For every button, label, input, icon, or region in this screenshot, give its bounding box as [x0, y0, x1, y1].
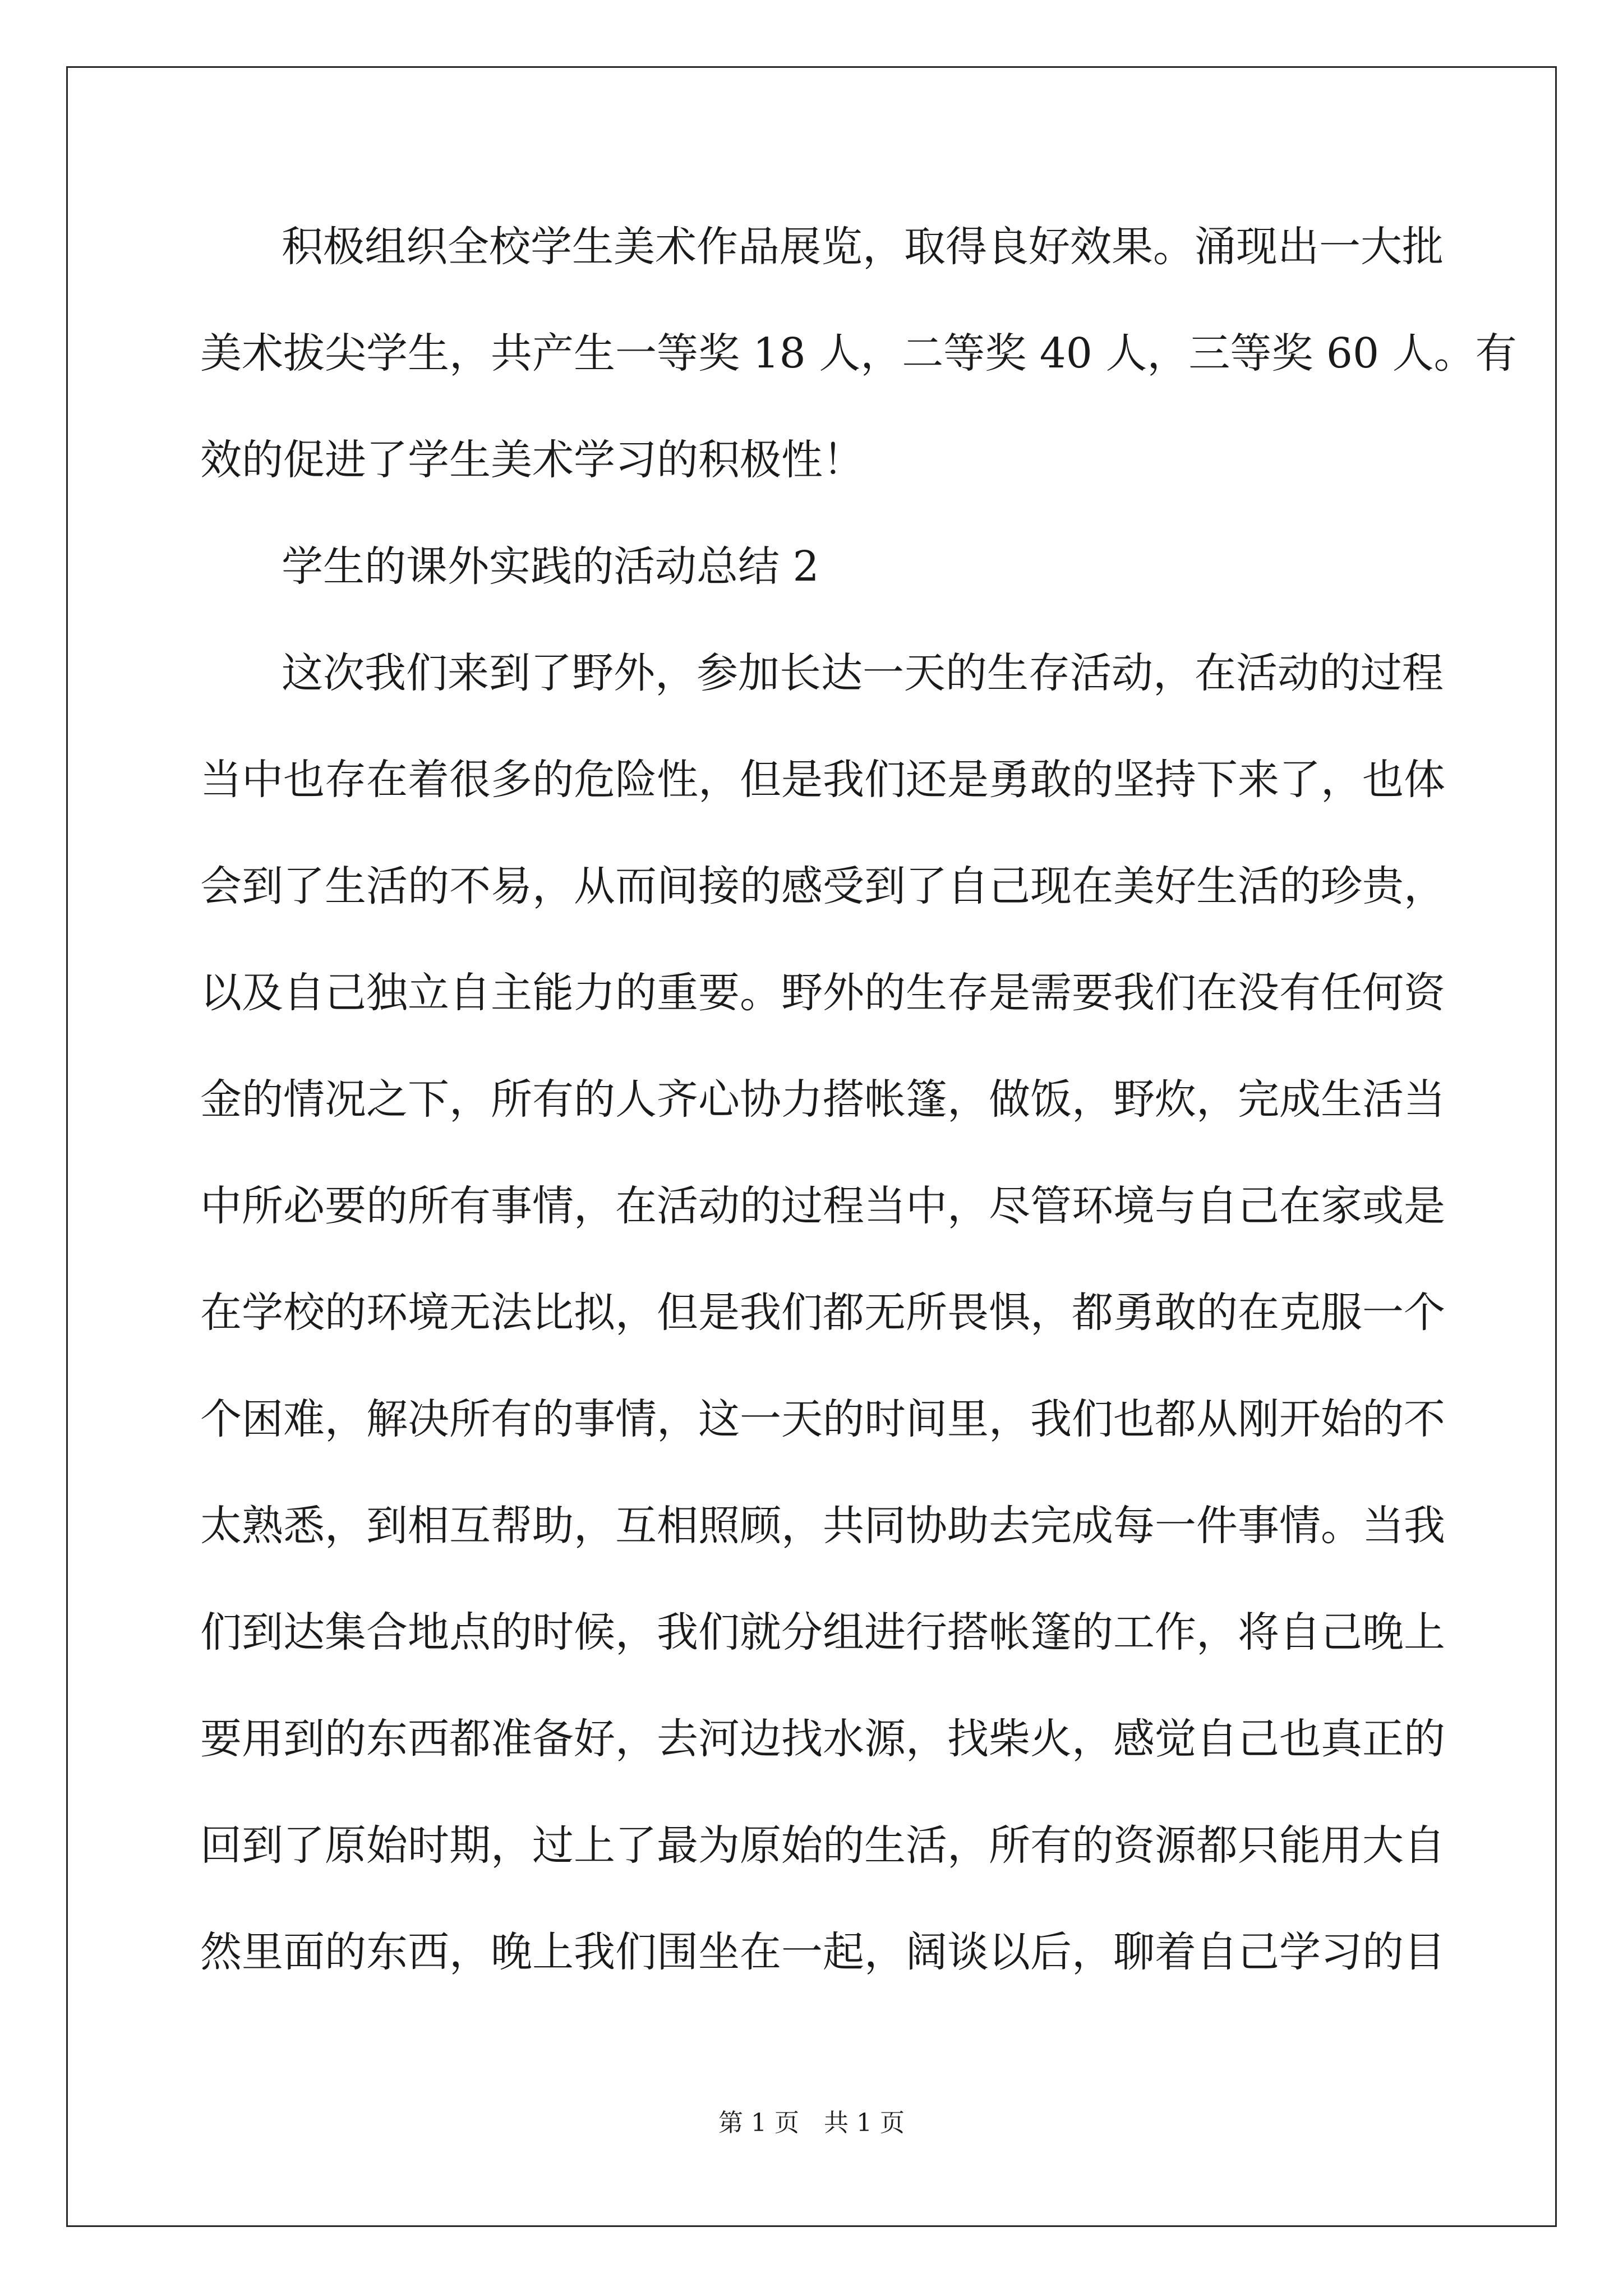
page-border [66, 66, 1557, 2227]
paragraph-2-line-1: 这次我们来到了野外，参加长达一天的生存活动，在活动的过程 [282, 649, 1444, 697]
paragraph-2-line-9: 太熟悉，到相互帮助，互相照顾，共同协助去完成每一件事情。当我 [200, 1502, 1445, 1550]
paragraph-1-line-3: 效的促进了学生美术学习的积极性！ [200, 436, 864, 484]
paragraph-2-line-12: 回到了原始时期，过上了最为原始的生活，所有的资源都只能用大自 [200, 1821, 1445, 1870]
paragraph-2-line-10: 们到达集合地点的时候，我们就分组进行搭帐篷的工作，将自己晚上 [200, 1608, 1445, 1657]
paragraph-2-line-7: 在学校的环境无法比拟，但是我们都无所畏惧，都勇敢的在克服一个 [200, 1289, 1445, 1337]
paragraph-2-line-3: 会到了生活的不易，从而间接的感受到了自己现在美好生活的珍贵， [200, 862, 1445, 910]
paragraph-2-line-6: 中所必要的所有事情，在活动的过程当中，尽管环境与自己在家或是 [200, 1182, 1445, 1230]
paragraph-2-line-11: 要用到的东西都准备好，去河边找水源，找柴火，感觉自己也真正的 [200, 1715, 1445, 1763]
paragraph-2-line-5: 金的情况之下，所有的人齐心协力搭帐篷，做饭，野炊，完成生活当 [200, 1075, 1445, 1124]
paragraph-1-line-1: 积极组织全校学生美术作品展览，取得良好效果。涌现出一大批 [282, 223, 1444, 271]
paragraph-2-line-2: 当中也存在着很多的危险性，但是我们还是勇敢的坚持下来了，也体 [200, 756, 1445, 804]
page-footer: 第 1 页 共 1 页 [718, 2109, 905, 2137]
paragraph-1-line-2: 美术拔尖学生，共产生一等奖 18 人，二等奖 40 人，三等奖 60 人。有 [200, 329, 1517, 378]
section-heading: 学生的课外实践的活动总结 2 [282, 542, 819, 591]
paragraph-2-line-13: 然里面的东西，晚上我们围坐在一起，阔谈以后，聊着自己学习的目 [200, 1928, 1445, 1976]
paragraph-2-line-8: 个困难，解决所有的事情，这一天的时间里，我们也都从刚开始的不 [200, 1395, 1445, 1443]
paragraph-2-line-4: 以及自己独立自主能力的重要。野外的生存是需要我们在没有任何资 [200, 969, 1445, 1017]
